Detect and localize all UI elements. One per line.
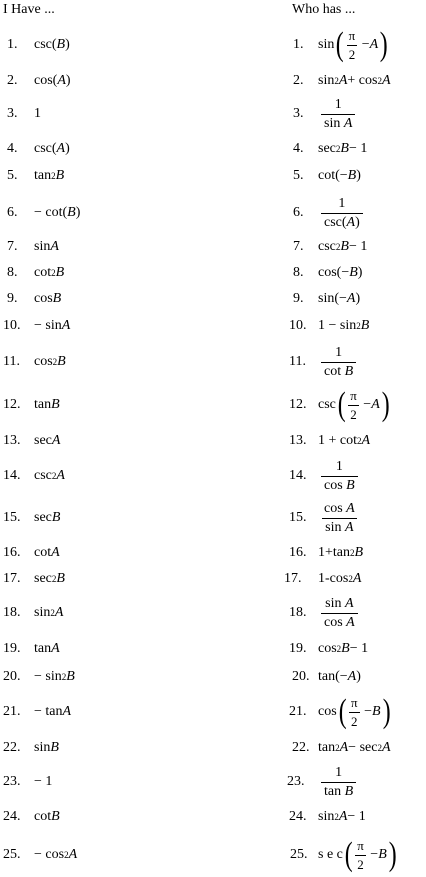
left-item-number: 14. — [3, 468, 21, 483]
list-row — [0, 260, 426, 286]
i-have-expression: cos B — [34, 291, 62, 306]
who-has-expression: $\frac{\text{cos A}}{\text{sin A}}$ — [324, 500, 355, 535]
list-row — [0, 385, 426, 425]
left-item-number: 7. — [7, 239, 18, 254]
who-has-expression: $\frac{1}{\csc(A)}$ — [318, 193, 366, 233]
i-have-expression: cos 2 B — [34, 354, 66, 369]
i-have-expression: − tan A — [34, 704, 72, 719]
who-has-expression: $\frac{1}{\text{cot B}}$ — [318, 342, 359, 382]
list-row — [0, 593, 426, 633]
list-row — [0, 193, 426, 233]
who-has-expression: 1-cos 2 A — [318, 571, 362, 586]
list-row — [0, 96, 426, 132]
right-item-number: 2. — [293, 73, 304, 88]
right-item-number: 17. — [284, 571, 302, 586]
list-row — [0, 802, 426, 832]
list-row — [0, 636, 426, 662]
list-row — [0, 25, 426, 65]
right-item-number: 12. — [289, 397, 307, 412]
i-have-expression: tan A — [34, 641, 60, 656]
i-have-expression: csc 2 A — [34, 468, 65, 483]
list-row — [0, 733, 426, 763]
who-has-expression: $\frac{1}{\text{tan B}}$ — [318, 764, 359, 800]
who-has-expression: sin(− A ) — [318, 291, 361, 306]
right-item-number: 10. — [289, 318, 307, 333]
who-has-expression: $\frac{1}{\text{sin A}}$ — [318, 96, 358, 132]
who-has-expression: 1 + cot 2 A — [318, 433, 371, 448]
right-item-number: 9. — [293, 291, 304, 306]
list-row — [0, 498, 426, 538]
right-item-number: 22. — [292, 740, 310, 755]
left-item-number: 10. — [3, 318, 21, 333]
list-row — [0, 286, 426, 312]
left-item-number: 9. — [7, 291, 18, 306]
i-have-expression: 1 — [34, 106, 41, 121]
right-item-number: 20. — [292, 669, 310, 684]
who-has-expression: sin 2 A + cos 2 A — [318, 73, 391, 88]
list-row — [0, 234, 426, 260]
left-item-number: 20. — [3, 669, 21, 684]
i-have-expression: sin 2 A — [34, 605, 64, 620]
i-have-expression: cot B — [34, 809, 60, 824]
right-item-number: 15. — [289, 510, 307, 525]
right-item-number: 18. — [289, 605, 307, 620]
list-row — [0, 835, 426, 875]
who-has-expression: cot(− B ) — [318, 168, 361, 183]
who-has-expression: 1 − sin 2 B — [318, 318, 370, 333]
i-have-expression: − sin A — [34, 318, 71, 333]
left-item-number: 6. — [7, 205, 18, 220]
left-item-number: 17. — [3, 571, 21, 586]
left-item-number: 13. — [3, 433, 21, 448]
left-item-number: 16. — [3, 545, 21, 560]
right-item-number: 19. — [289, 641, 307, 656]
right-item-number: 8. — [293, 265, 304, 280]
left-item-number: 4. — [7, 141, 18, 156]
who-has-expression: s e c ( π 2 − B ) — [318, 836, 397, 873]
i-have-expression: sin B — [34, 740, 59, 755]
left-item-number: 25. — [3, 847, 21, 862]
left-item-number: 8. — [7, 265, 18, 280]
right-item-number: 7. — [293, 239, 304, 254]
list-row — [0, 692, 426, 732]
left-item-number: 22. — [3, 740, 21, 755]
left-item-number: 2. — [7, 73, 18, 88]
right-item-number: 16. — [289, 545, 307, 560]
i-have-expression: sec A — [34, 433, 61, 448]
list-row — [0, 162, 426, 190]
i-have-expression: − 1 — [34, 774, 53, 789]
right-item-number: 5. — [293, 168, 304, 183]
list-row — [0, 662, 426, 692]
i-have-expression: cot 2 B — [34, 265, 65, 280]
right-item-number: 11. — [289, 354, 306, 369]
who-has-expression: tan 2 A − sec 2 A — [318, 740, 391, 755]
right-item-number: 24. — [289, 809, 307, 824]
list-row — [0, 457, 426, 495]
right-column-header: Who has ... — [292, 2, 356, 17]
i-have-expression: cos( A ) — [34, 73, 71, 88]
i-have-expression: sec 2 B — [34, 571, 65, 586]
who-has-expression: sin ( π 2 − A ) — [318, 26, 388, 63]
list-row — [0, 566, 426, 592]
i-have-expression: − cos 2 A — [34, 847, 78, 862]
list-row — [0, 425, 426, 457]
list-row — [0, 311, 426, 341]
who-has-expression: tan(− A ) — [318, 669, 361, 684]
list-row — [0, 61, 426, 101]
list-row — [0, 540, 426, 566]
left-item-number: 18. — [3, 605, 21, 620]
who-has-expression: cos 2 B − 1 — [318, 641, 369, 656]
who-has-expression: $\frac{1}{\text{cos B}}$ — [318, 457, 361, 495]
right-item-number: 14. — [289, 468, 307, 483]
i-have-expression: tan B — [34, 397, 60, 412]
left-item-number: 5. — [7, 168, 18, 183]
who-has-expression: csc ( π 2 − A ) — [318, 386, 390, 423]
who-has-expression: cos(− B ) — [318, 265, 363, 280]
left-item-number: 11. — [3, 354, 20, 369]
right-item-number: 1. — [293, 37, 304, 52]
left-item-number: 1. — [7, 37, 18, 52]
list-row — [0, 764, 426, 800]
i-have-expression: cot A — [34, 545, 60, 560]
who-has-expression: cos ( π 2 − B ) — [318, 693, 391, 730]
i-have-expression: − cot( B ) — [34, 205, 81, 220]
right-item-number: 3. — [293, 106, 304, 121]
right-item-number: 21. — [289, 704, 307, 719]
right-item-number: 25. — [290, 847, 308, 862]
who-has-expression: 1+tan 2 B — [318, 545, 364, 560]
left-item-number: 15. — [3, 510, 21, 525]
left-item-number: 12. — [3, 397, 21, 412]
who-has-expression: csc 2 B − 1 — [318, 239, 368, 254]
i-have-expression: sec B — [34, 510, 61, 525]
i-have-expression: csc( B ) — [34, 37, 70, 52]
left-item-number: 24. — [3, 809, 21, 824]
i-have-expression: − sin 2 B — [34, 669, 75, 684]
left-column-header: I Have ... — [3, 2, 55, 17]
left-item-number: 23. — [3, 774, 21, 789]
right-item-number: 13. — [289, 433, 307, 448]
list-row — [0, 342, 426, 382]
who-has-expression: $\frac{\text{sin A}}{\text{cos A}}$ — [318, 593, 361, 633]
right-item-number: 4. — [293, 141, 304, 156]
i-have-expression: sin A — [34, 239, 59, 254]
list-row — [0, 136, 426, 162]
left-item-number: 19. — [3, 641, 21, 656]
who-has-expression: sec 2 B − 1 — [318, 141, 368, 156]
right-item-number: 23. — [287, 774, 305, 789]
left-item-number: 3. — [7, 106, 18, 121]
left-item-number: 21. — [3, 704, 21, 719]
who-has-expression: sin 2 A − 1 — [318, 809, 366, 824]
i-have-expression: csc( A ) — [34, 141, 70, 156]
i-have-expression: tan 2 B — [34, 168, 65, 183]
right-item-number: 6. — [293, 205, 304, 220]
